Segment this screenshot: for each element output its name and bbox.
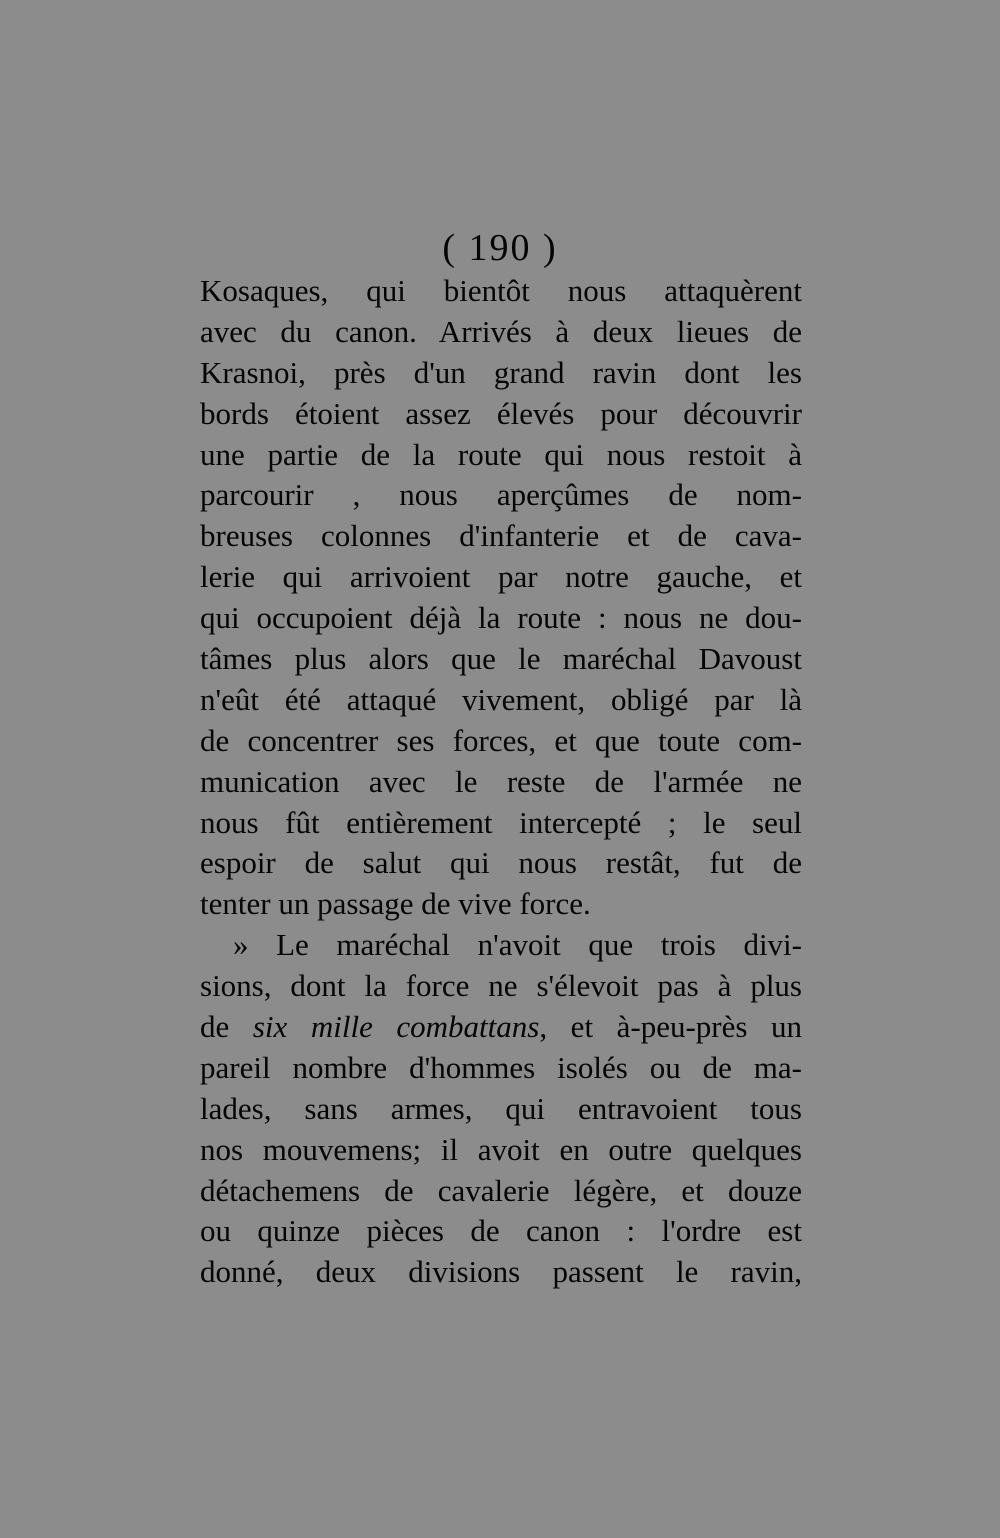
text-line: détachemens de cavalerie légère, et douze bbox=[200, 1172, 802, 1208]
text-line: sions, dont la force ne s'élevoit pas à plus bbox=[200, 968, 802, 1004]
text-line: nos mouvemens; il avoit en outre quelques bbox=[200, 1131, 802, 1167]
paragraph-1 bbox=[200, 271, 802, 925]
text-run: , et à-peu-près un bbox=[539, 1009, 802, 1045]
text-line: tâmes plus alors que le maréchal Davoust bbox=[200, 641, 802, 677]
text-line: munication avec le reste de l'armée ne bbox=[200, 763, 802, 799]
text-line: pareil nombre d'hommes isolés ou de ma- bbox=[200, 1049, 802, 1085]
text-line: lerie qui arrivoient par notre gauche, et bbox=[200, 559, 802, 595]
text-line: avec du canon. Arrivés à deux lieues de bbox=[200, 313, 802, 349]
text-line: une partie de la route qui nous restoit à bbox=[200, 436, 802, 472]
text-line: qui occupoient déjà la route : nous ne dou- bbox=[200, 600, 802, 636]
text-line: tenter un passage de vive force. bbox=[200, 886, 591, 922]
text-line: de concentrer ses forces, et que toute com- bbox=[200, 722, 802, 758]
text-line: breuses colonnes d'infanterie et de cava- bbox=[200, 518, 802, 554]
text-line: n'eût été attaqué vivement, obligé par là bbox=[200, 681, 802, 717]
italic-text: six mille combattans bbox=[252, 1009, 540, 1045]
text-line: » Le maréchal n'avoit que trois divi- bbox=[233, 927, 802, 963]
text-line: donné, deux divisions passent le ravin, bbox=[200, 1254, 802, 1290]
text-line: bords étoient assez élevés pour découvrir bbox=[200, 395, 802, 431]
text-run: de bbox=[200, 1009, 253, 1045]
body-text bbox=[200, 271, 802, 1293]
text-line: parcourir , nous aperçûmes de nom- bbox=[200, 477, 802, 513]
text-line: espoir de salut qui nous restât, fut de bbox=[200, 845, 802, 881]
page-number: ( 190 ) bbox=[442, 227, 558, 269]
text-line bbox=[200, 1007, 802, 1048]
text-line: Kosaques, qui bientôt nous attaquèrent bbox=[200, 273, 802, 308]
text-line: Krasnoi, près d'un grand ravin dont les bbox=[200, 354, 802, 390]
text-line: lades, sans armes, qui entravoient tous bbox=[200, 1090, 802, 1126]
text-line: ou quinze pièces de canon : l'ordre est bbox=[200, 1213, 802, 1249]
paragraph-2 bbox=[200, 925, 802, 1293]
text-line: nous fût entièrement intercepté ; le seul bbox=[200, 804, 802, 840]
